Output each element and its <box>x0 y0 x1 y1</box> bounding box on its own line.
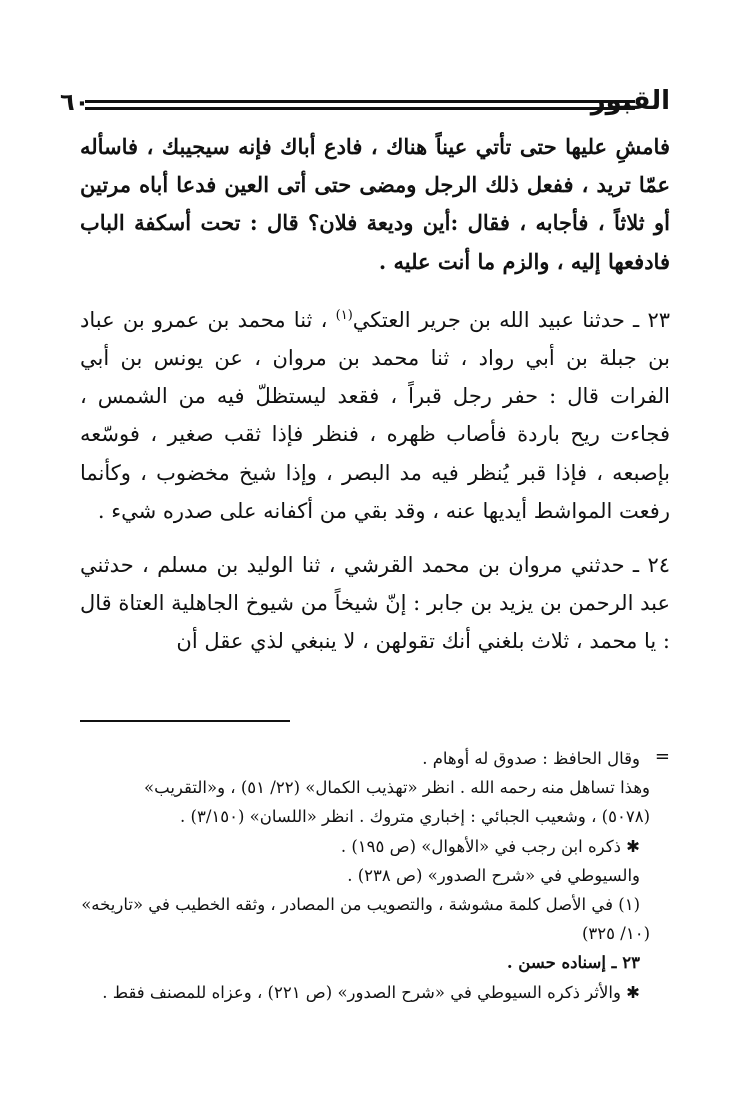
footnote-line: وقال الحافظ : صدوق له أوهام . <box>422 749 640 768</box>
page-title: القبور <box>590 86 670 116</box>
page-number: ٦٠ <box>60 88 90 116</box>
footnote-line: ✱ ذكره ابن رجب في «الأهوال» (ص ١٩٥) . <box>340 836 640 856</box>
footnote-line: (١٠/ ٣٢٥) <box>581 924 650 944</box>
footnote-marker-1: (١) <box>335 307 353 323</box>
footnote-line: (٥٠٧٨) ، وشعيب الجبائي : إخباري متروك . انظر «اللسان» (٣/١٥٠) . <box>180 807 650 827</box>
paragraph-continuation: فامشِ عليها حتى تأتي عيناً هناك ، فادع أباك فإنه سيجيبك ، فاسأله عمّا تريد ، ففعل ذلك الرجل ومضى حتى أتى العين فدعا أباه مرتين أو ثلاثاً ، فأجابه ، فقال :أين وديعة فلان؟ قال : تحت أسكفة الباب فادفعها إليه ، والزم ما أنت عليه . <box>80 134 670 274</box>
footnote-line: وهذا تساهل منه رحمه الله . انظر «تهذيب الكمال» (٢٢/ ٥١) ، و«التقريب» <box>144 778 650 798</box>
header-rule-top <box>85 100 635 103</box>
footnote-divider <box>80 720 290 722</box>
footnote-line: (١) في الأصل كلمة مشوشة ، والتصويب من المصادر ، وثقه الخطيب في «تاريخه» <box>81 895 640 915</box>
footnote-line: والسيوطي في «شرح الصدور» (ص ٢٣٨) . <box>347 865 640 885</box>
continuation-mark: = <box>654 746 670 767</box>
footnote-line: ٢٣ ـ إسناده حسن . <box>506 953 640 973</box>
main-text <box>80 128 670 677</box>
footnote-line: ✱ والأثر ذكره السيوطي في «شرح الصدور» (ص ٢٢١) ، وعزاه للمصنف فقط . <box>102 982 640 1002</box>
paragraph-23 <box>80 297 670 530</box>
header-rule-bottom <box>85 107 635 110</box>
footnotes <box>72 744 650 1007</box>
paragraph-23-opening: ٢٣ ـ حدثنا عبيد الله بن جرير العتكي <box>352 307 670 332</box>
paragraph-23-body: ، ثنا محمد بن عمرو بن عباد بن جبلة بن أبي رواد ، ثنا محمد بن مروان ، عن يونس بن أبي الفرات قال : حفر رجل قبراً ، فقعد ليستظلّ فيه من الشمس ، فجاءت ريح باردة فأصاب ظهره ، فنظر فإذا ثقب صغير ، فوسّعه بإصبعه ، فإذا قبر يُنظر فيه مد البصر ، وإذا شيخ مخضوب ، وكأنما رفعت المواشط أيديها عنه ، وقد بقي من أكفانه على صدره شيء . <box>80 307 670 523</box>
running-header <box>60 86 670 126</box>
paragraph-24: ٢٤ ـ حدثني مروان بن محمد القرشي ، ثنا الوليد بن مسلم ، حدثني عبد الرحمن بن يزيد بن جابر : إنّ شيخاً من شيوخ الجاهلية العتاة قال : يا محمد ، ثلاث بلغني أنك تقولهن ، لا ينبغي لذي عقل أن <box>80 553 670 654</box>
